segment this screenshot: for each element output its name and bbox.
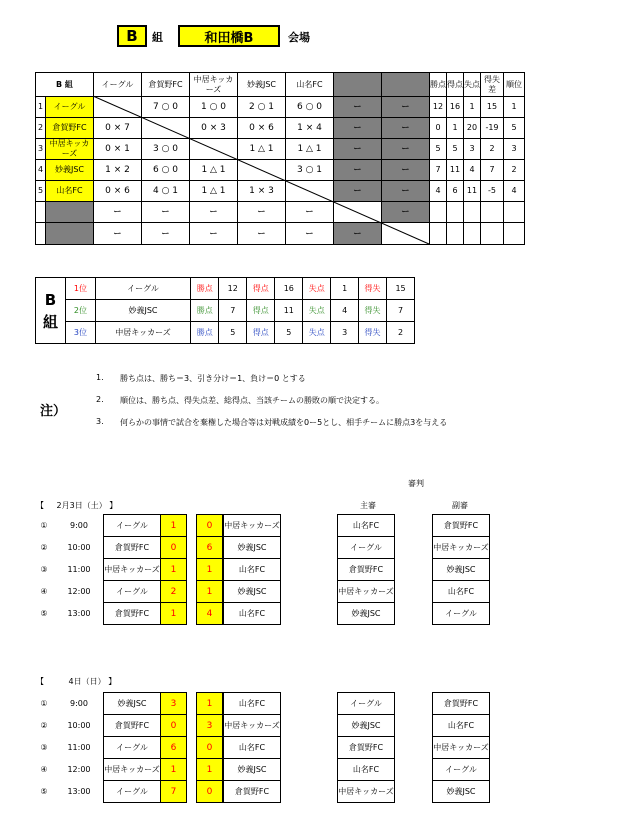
match-number: ③ [40, 564, 48, 574]
row-number: 1 [35, 96, 46, 118]
away-score: 0 [196, 780, 223, 803]
match-number: ① [40, 520, 48, 530]
sub-ref-header: 副審 [452, 501, 468, 510]
gf-value: 5 [275, 322, 303, 344]
stat-value: 12 [429, 96, 447, 118]
rank-team: 中居キッカーズ [95, 322, 190, 344]
venue-suffix: 会場 [288, 31, 310, 44]
result-cell: 3 ○ 0 [141, 138, 190, 160]
ga-value: 3 [331, 322, 358, 344]
away-score: 1 [196, 758, 223, 781]
note-2-num: 2. [96, 395, 104, 404]
home-score: 1 [160, 602, 187, 625]
match-number: ⑤ [40, 608, 48, 618]
stat-value: 4 [429, 180, 447, 202]
main-referee: 妙義JSC [337, 602, 395, 625]
stat-value: 5 [503, 117, 525, 139]
dash-cell: ー [189, 201, 238, 223]
rank-team: 妙義JSC [95, 300, 190, 322]
note-3-text: 何らかの事情で試合を棄権した場合等は対戦成績を0ー5とし、相手チームに勝点3を与える [120, 418, 448, 427]
note-3-num: 3. [96, 417, 104, 426]
sub-referee: 中居キッカーズ [432, 536, 490, 559]
home-team: 倉賀野FC [103, 602, 161, 625]
home-score: 0 [160, 536, 187, 559]
dash-cell: ー [141, 201, 190, 223]
away-team: 中居キッカーズ [223, 714, 281, 737]
dash-cell: ー [333, 159, 382, 181]
row-team-name: 中居キッカーズ [45, 138, 94, 160]
group-badge [117, 25, 147, 47]
main-referee: 倉賀野FC [337, 558, 395, 581]
gd-label: 得失 [358, 322, 386, 344]
home-score: 6 [160, 736, 187, 759]
column-team-header: 倉賀野FC [141, 72, 190, 97]
stat-value: 6 [446, 180, 464, 202]
match-time: 13:00 [67, 786, 91, 796]
stat-value: 11 [446, 159, 464, 181]
home-team: イーグル [103, 580, 161, 603]
sub-referee: 妙義JSC [432, 780, 490, 803]
match-time: 10:00 [67, 542, 91, 552]
row-team-name: 山名FC [45, 180, 94, 202]
match-time: 12:00 [67, 764, 91, 774]
pts-label: 勝点 [191, 300, 219, 322]
gd-value: 7 [387, 300, 415, 322]
dash-cell: ー [381, 138, 430, 160]
row-team-name: 倉賀野FC [45, 117, 94, 139]
ranking-group-letter: B [44, 290, 57, 309]
stat-value: 7 [480, 159, 504, 181]
away-team: 妙義JSC [223, 580, 281, 603]
away-team: 妙義JSC [223, 758, 281, 781]
home-team: 中居キッカーズ [103, 558, 161, 581]
note-2-text: 順位は、勝ち点、得失点差、総得点、当該チームの勝敗の順で決定する。 [120, 396, 384, 405]
result-cell: 2 ○ 1 [237, 96, 286, 118]
stat-header: 失点 [463, 72, 481, 97]
dash-cell: ー [333, 138, 382, 160]
sub-referee: イーグル [432, 602, 490, 625]
gf-value: 16 [275, 278, 303, 300]
result-cell: 1 △ 1 [189, 159, 238, 181]
result-cell: 1 × 3 [237, 180, 286, 202]
away-team: 倉賀野FC [223, 780, 281, 803]
home-team: イーグル [103, 514, 161, 537]
dash-cell: ー [333, 117, 382, 139]
result-cell: 1 ○ 0 [189, 96, 238, 118]
result-cell: 0 × 6 [237, 117, 286, 139]
dash-cell: ー [93, 201, 142, 223]
match-number: ③ [40, 742, 48, 752]
dash-cell: ー [381, 117, 430, 139]
bracket-open: 【 [36, 501, 44, 510]
home-team: イーグル [103, 780, 161, 803]
dash-cell: ー [285, 222, 334, 245]
gd-value: 2 [387, 322, 415, 344]
rank-label: 1位 [66, 278, 96, 300]
ga-label: 失点 [303, 300, 331, 322]
result-cell: 1 △ 1 [237, 138, 286, 160]
stat-value: 1 [446, 117, 464, 139]
result-cell: 1 △ 1 [285, 138, 334, 160]
home-team: 倉賀野FC [103, 536, 161, 559]
stat-value: 1 [463, 96, 481, 118]
ga-label: 失点 [303, 278, 331, 300]
gf-label: 得点 [247, 322, 275, 344]
main-referee: 中居キッカーズ [337, 580, 395, 603]
away-score: 1 [196, 580, 223, 603]
home-team: 倉賀野FC [103, 714, 161, 737]
notes-label: 注） [40, 404, 67, 419]
gf-label: 得点 [247, 300, 275, 322]
home-team: 中居キッカーズ [103, 758, 161, 781]
result-cell: 7 ○ 0 [141, 96, 190, 118]
pts-value: 5 [219, 322, 247, 344]
gf-label: 得点 [247, 278, 275, 300]
result-cell: 6 ○ 0 [285, 96, 334, 118]
match-time: 9:00 [70, 520, 88, 530]
away-score: 1 [196, 558, 223, 581]
venue-badge [178, 25, 280, 47]
stat-header: 順位 [503, 72, 525, 97]
sub-referee: 山名FC [432, 580, 490, 603]
dash-cell: ー [333, 180, 382, 202]
stat-value: 11 [463, 180, 481, 202]
group-suffix: 組 [152, 31, 163, 44]
row-team-name: イーグル [45, 96, 94, 118]
stat-value: 3 [463, 138, 481, 160]
main-referee: 山名FC [337, 514, 395, 537]
dash-cell: ー [285, 201, 334, 223]
stat-value: 4 [503, 180, 525, 202]
stat-value: 5 [446, 138, 464, 160]
result-cell: 0 × 1 [93, 138, 142, 160]
home-score: 1 [160, 514, 187, 537]
home-score: 2 [160, 580, 187, 603]
dash-cell: ー [237, 222, 286, 245]
home-score: 1 [160, 758, 187, 781]
venue-name: 和田橋B [204, 30, 254, 46]
result-cell: 0 × 6 [93, 180, 142, 202]
column-team-header: イーグル [93, 72, 142, 97]
pts-value: 7 [219, 300, 247, 322]
stat-header: 得失差 [480, 72, 504, 97]
dash-cell: ー [381, 180, 430, 202]
match-time: 10:00 [67, 720, 91, 730]
rank-label: 2位 [66, 300, 96, 322]
result-cell: 3 ○ 1 [285, 159, 334, 181]
match-number: ⑤ [40, 786, 48, 796]
ga-label: 失点 [303, 322, 331, 344]
stat-value: 15 [480, 96, 504, 118]
stat-value: 5 [429, 138, 447, 160]
ga-value: 4 [331, 300, 358, 322]
day1-date: 2月3日（土） [56, 501, 107, 510]
ga-value: 1 [331, 278, 358, 300]
gd-label: 得失 [358, 278, 386, 300]
match-number: ④ [40, 764, 48, 774]
dash-cell: ー [237, 201, 286, 223]
main-referee: 中居キッカーズ [337, 780, 395, 803]
away-score: 6 [196, 536, 223, 559]
result-cell: 1 △ 1 [189, 180, 238, 202]
bracket-close: 】 [108, 677, 117, 686]
ranking-group-kumi: 組 [42, 312, 58, 331]
away-team: 中居キッカーズ [223, 514, 281, 537]
away-team: 山名FC [223, 736, 281, 759]
match-number: ② [40, 720, 48, 730]
row-team-name: 妙義JSC [45, 159, 94, 181]
stat-value: -19 [480, 117, 504, 139]
match-number: ① [40, 698, 48, 708]
stat-value: 20 [463, 117, 481, 139]
row-number: 5 [35, 180, 46, 202]
gd-label: 得失 [358, 300, 386, 322]
stat-value: 7 [429, 159, 447, 181]
away-score: 4 [196, 602, 223, 625]
gf-value: 11 [275, 300, 303, 322]
main-referee: イーグル [337, 536, 395, 559]
away-team: 妙義JSC [223, 536, 281, 559]
standings-grid-lines [35, 72, 532, 267]
stat-value: 3 [503, 138, 525, 160]
match-time: 11:00 [67, 564, 91, 574]
main-referee: 山名FC [337, 758, 395, 781]
match-number: ② [40, 542, 48, 552]
column-team-header: 山名FC [285, 72, 334, 97]
stat-value: 2 [503, 159, 525, 181]
sub-referee: 妙義JSC [432, 558, 490, 581]
result-cell: 6 ○ 0 [141, 159, 190, 181]
sub-referee: 倉賀野FC [432, 514, 490, 537]
referee-header: 審判 [408, 479, 424, 488]
dash-cell: ー [93, 222, 142, 245]
away-score: 3 [196, 714, 223, 737]
away-team: 山名FC [223, 558, 281, 581]
result-cell: 0 × 7 [93, 117, 142, 139]
away-team: 山名FC [223, 692, 281, 715]
note-1-text: 勝ち点は、勝ち＝3、引き分け＝1、負け＝0 とする [120, 374, 306, 383]
ranking-table [35, 277, 415, 344]
column-team-header: 妙義JSC [237, 72, 286, 97]
pts-label: 勝点 [191, 278, 219, 300]
dash-cell: ー [333, 96, 382, 118]
stat-value: 1 [503, 96, 525, 118]
sub-referee: 山名FC [432, 714, 490, 737]
away-team: 山名FC [223, 602, 281, 625]
day2-date: 4日（日） [68, 677, 106, 686]
diagonal-line [93, 96, 429, 244]
stat-header: 得点 [446, 72, 464, 97]
note-1-num: 1. [96, 373, 104, 382]
dash-cell: ー [381, 159, 430, 181]
dash-cell: ー [141, 222, 190, 245]
home-team: 妙義JSC [103, 692, 161, 715]
column-team-header: 中居キッカーズ [189, 72, 238, 97]
main-referee: 倉賀野FC [337, 736, 395, 759]
result-cell: 4 ○ 1 [141, 180, 190, 202]
day2-header [36, 676, 116, 687]
away-score: 0 [196, 736, 223, 759]
row-number: 4 [35, 159, 46, 181]
home-score: 3 [160, 692, 187, 715]
pts-label: 勝点 [191, 322, 219, 344]
match-time: 13:00 [67, 608, 91, 618]
main-referee: 妙義JSC [337, 714, 395, 737]
standings-corner: B 組 [35, 72, 94, 97]
rank-label: 3位 [66, 322, 96, 344]
sub-referee: 倉賀野FC [432, 692, 490, 715]
stat-header: 勝点 [429, 72, 447, 97]
sub-referee: 中居キッカーズ [432, 736, 490, 759]
stat-value: 2 [480, 138, 504, 160]
dash-cell: ー [381, 96, 430, 118]
dash-cell: ー [189, 222, 238, 245]
main-referee: イーグル [337, 692, 395, 715]
result-cell: 1 × 4 [285, 117, 334, 139]
match-time: 12:00 [67, 586, 91, 596]
stat-value: 16 [446, 96, 464, 118]
home-score: 1 [160, 558, 187, 581]
bracket-open: 【 [36, 677, 44, 686]
stat-value: 0 [429, 117, 447, 139]
main-ref-header: 主審 [360, 501, 376, 510]
dash-cell: ー [381, 201, 430, 223]
sub-referee: イーグル [432, 758, 490, 781]
pts-value: 12 [219, 278, 247, 300]
match-time: 11:00 [67, 742, 91, 752]
result-cell: 0 × 3 [189, 117, 238, 139]
away-score: 1 [196, 692, 223, 715]
home-score: 7 [160, 780, 187, 803]
standings-table [35, 72, 532, 267]
match-time: 9:00 [70, 698, 88, 708]
home-score: 0 [160, 714, 187, 737]
stat-value: -5 [480, 180, 504, 202]
away-score: 0 [196, 514, 223, 537]
row-number: 3 [35, 138, 46, 160]
group-letter: B [126, 27, 138, 45]
result-cell: 1 × 2 [93, 159, 142, 181]
rank-team: イーグル [95, 278, 190, 300]
ranking-group-label [36, 278, 66, 344]
day1-header [36, 500, 117, 511]
stat-value: 4 [463, 159, 481, 181]
row-number: 2 [35, 117, 46, 139]
home-team: イーグル [103, 736, 161, 759]
bracket-close: 】 [109, 501, 118, 510]
dash-cell: ー [333, 222, 382, 245]
gd-value: 15 [387, 278, 415, 300]
match-number: ④ [40, 586, 48, 596]
